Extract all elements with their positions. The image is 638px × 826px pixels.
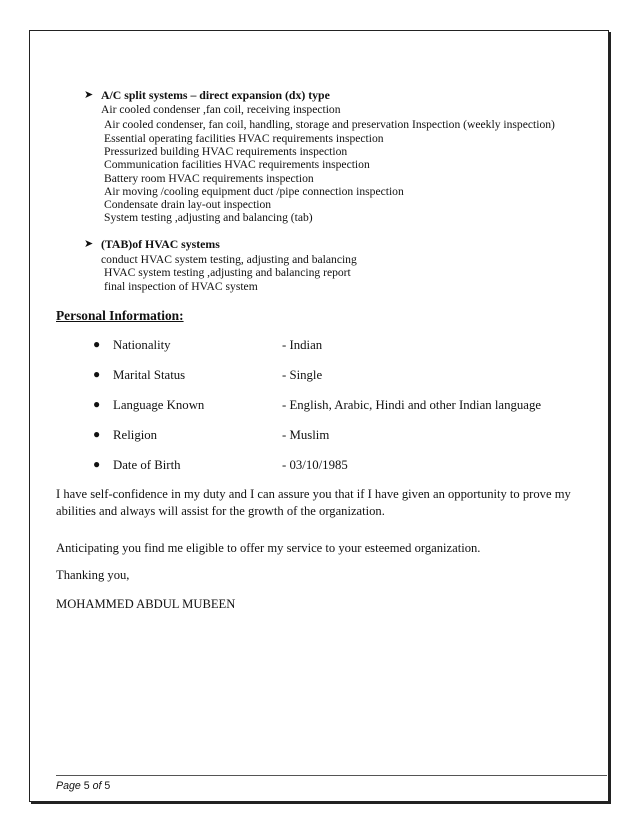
closing-paragraph-line: abilities and always will assist for the growth of the organization. — [56, 504, 385, 518]
hvac-line: Condensate drain lay-out inspection — [104, 198, 272, 211]
info-label: Marital Status — [113, 368, 186, 382]
hvac-line: Air cooled condenser ,fan coil, receiving inspection — [101, 103, 341, 116]
hvac-line: Battery room HVAC requirements inspection — [104, 172, 314, 185]
thanking-line: Thanking you, — [56, 568, 130, 582]
footer-page-word: Page — [56, 780, 81, 792]
hvac-heading: A/C split systems – direct expansion (dx) type — [101, 88, 330, 102]
tab-line: conduct HVAC system testing, adjusting and balancing — [101, 253, 357, 266]
info-value: - English, Arabic, Hindi and other Indian language — [282, 398, 542, 412]
hvac-line: Pressurized building HVAC requirements inspection — [104, 145, 348, 158]
signature-name: MOHAMMED ABDUL MUBEEN — [56, 597, 236, 611]
footer-rule — [56, 775, 607, 776]
tab-line: HVAC system testing ,adjusting and balancing report — [104, 266, 351, 279]
footer-of-word: of — [92, 780, 102, 792]
footer-page-total: 5 — [104, 780, 111, 792]
closing-paragraph-2: Anticipating you find me eligible to offer my service to your esteemed organization. — [56, 541, 481, 555]
bullet-icon: ● — [93, 457, 101, 471]
info-value: - Muslim — [282, 428, 330, 442]
tab-line: final inspection of HVAC system — [104, 280, 258, 293]
info-value: - Indian — [282, 338, 323, 352]
arrow-bullet-icon: ➤ — [84, 89, 94, 101]
closing-paragraph-line: I have self-confidence in my duty and I can assure you that if I have given an opportunity to prove my — [56, 487, 571, 501]
hvac-line: Communication facilities HVAC requirements inspection — [104, 158, 370, 171]
page-footer — [56, 780, 110, 792]
tab-heading: (TAB)of HVAC systems — [101, 237, 220, 251]
info-label: Language Known — [113, 398, 205, 412]
hvac-line: Air cooled condenser, fan coil, handling, storage and preservation Inspection (weekly inspection) — [104, 118, 555, 131]
info-value: - 03/10/1985 — [282, 458, 348, 472]
bullet-icon: ● — [93, 427, 101, 441]
footer-page-number: 5 — [83, 780, 90, 792]
hvac-line: Air moving /cooling equipment duct /pipe connection inspection — [104, 185, 404, 198]
bullet-icon: ● — [93, 397, 101, 411]
bullet-icon: ● — [93, 367, 101, 381]
bullet-icon: ● — [93, 337, 101, 351]
arrow-bullet-icon: ➤ — [84, 238, 94, 250]
info-label: Date of Birth — [113, 458, 181, 472]
info-label: Religion — [113, 428, 158, 442]
personal-info-title: Personal Information: — [56, 308, 184, 323]
hvac-line: System testing ,adjusting and balancing (tab) — [104, 211, 313, 224]
info-value: - Single — [282, 368, 323, 382]
info-label: Nationality — [113, 338, 171, 352]
hvac-line: Essential operating facilities HVAC requirements inspection — [104, 132, 384, 145]
